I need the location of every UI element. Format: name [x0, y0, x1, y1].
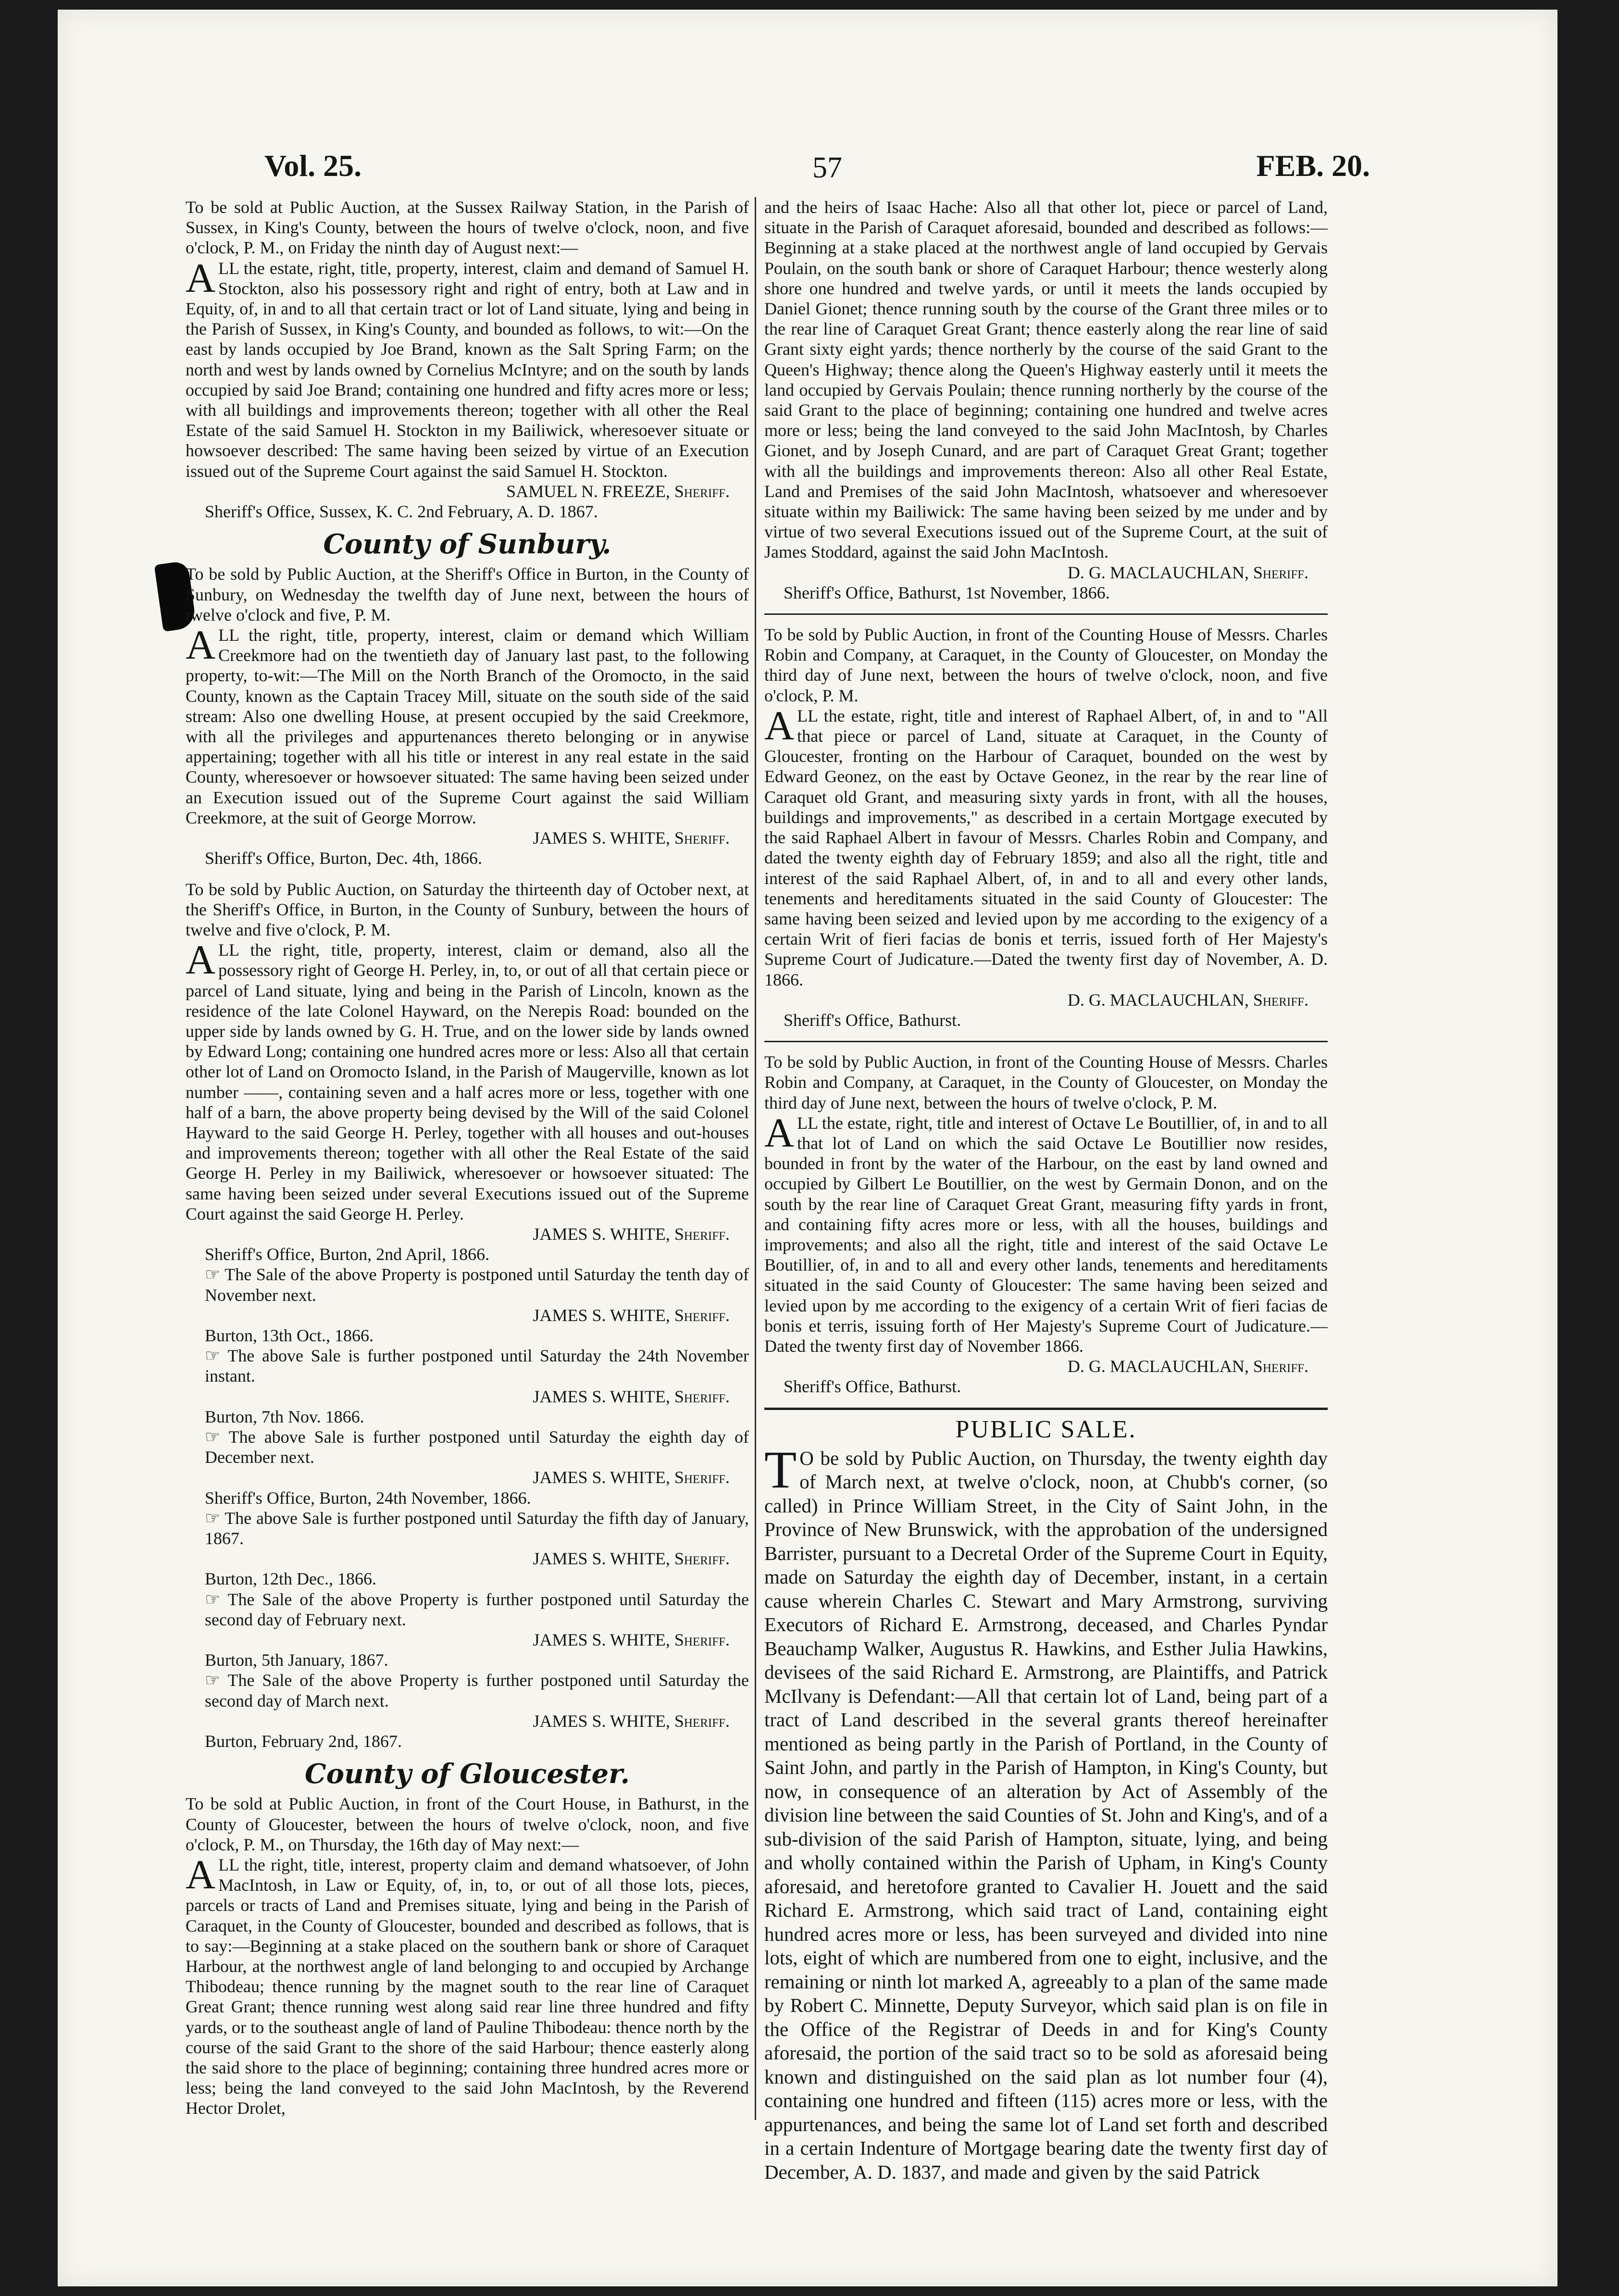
notice-albert: [764, 624, 1328, 1030]
issue-date: FEB. 20.: [1256, 149, 1370, 183]
drop-cap: T: [764, 1440, 797, 1499]
drop-cap: A: [186, 1851, 216, 1898]
postponement-place: Burton, 13th Oct., 1866.: [205, 1325, 374, 1345]
postponement-place: Sheriff's Office, Burton, 24th November, 1866.: [205, 1488, 531, 1508]
sheriff-office: Sheriff's Office, Burton, 2nd April, 1866.: [205, 1245, 490, 1264]
sheriff-signature: D. G. MACLAUCHLAN, Sheriff.: [1067, 990, 1308, 1010]
section-heading-gloucester: County of Gloucester.: [305, 1758, 630, 1790]
postponement-note: ☞ The above Sale is further postponed until Saturday the 24th November instant.: [205, 1346, 749, 1386]
drop-cap: A: [764, 702, 795, 749]
postponement-place: Burton, 7th Nov. 1866.: [205, 1407, 364, 1426]
section-separator: [764, 1408, 1328, 1410]
notice-intro: To be sold by Public Auction, on Saturday the thirteenth day of October next, at the Sheriff's Office, in Burton, in the County of Sunbury, between the hours of twelve and five o'clock, P. M.: [186, 879, 749, 939]
notice-intro: To be sold by Public Auction, in front of the Counting House of Messrs. Charles Robin and Company, at Caraquet, in the County of Gloucester, on Monday the third day of June next, between the hours of twelve o'clock, P. M.: [764, 1052, 1328, 1112]
notice-separator: [764, 1041, 1328, 1042]
drop-cap: A: [764, 1109, 795, 1156]
sheriff-signature: JAMES S. WHITE, Sheriff.: [533, 1549, 730, 1569]
notice-macintosh: [186, 1794, 749, 2118]
public-sale-notice: [764, 1415, 1328, 2184]
drop-cap: A: [186, 254, 216, 301]
notice-intro: To be sold by Public Auction, in front of the Counting House of Messrs. Charles Robin and Company, at Caraquet, in the County of Gloucester, on Monday the third day of June next, between the hours of twelve o'clock, noon, and five o'clock, P. M.: [764, 625, 1328, 705]
postponement-note: ☞ The Sale of the above Property is further postponed until Saturday the second day of February next.: [205, 1589, 749, 1629]
sheriff-office: Sheriff's Office, Bathurst, 1st November, 1866.: [784, 583, 1110, 602]
notice-body: ALL the estate, right, title and interest of Raphael Albert, of, in and to "All that piece or parcel of Land, situate at Caraquet, in the County of Gloucester, fronting on the Harbour of Caraquet, bounded on the west by Edward Geonez, on the east by Octave Geonez, in the rear by the rear line of Caraquet old Grant, and measuring sixty yards in front, with all the houses, buildings and improvements," as described in a certain Mortgage executed by the said Raphael Albert in favour of Messrs. Charles Robin and Company, and dated the twenty eighth day of February 1859; and also all the right, title and interest of the said Raphael Albert, of, in and to all and every other lands, tenements and hereditaments situated in the said County of Gloucester: The same having been seized and levied upon by me according to the exigency of a certain Writ of fieri facias de bonis et terris, issued forth of Her Majesty's Supreme Court of Judicature.—Dated the twenty first day of November, A. D. 1866.: [764, 702, 1328, 989]
sheriff-signature: JAMES S. WHITE, Sheriff.: [533, 828, 730, 848]
sheriff-signature: JAMES S. WHITE, Sheriff.: [533, 1468, 730, 1487]
notice-perley: [186, 879, 749, 1752]
left-column: [186, 197, 749, 2129]
notice-stockton: [186, 197, 749, 522]
sheriff-office: Sheriff's Office, Bathurst.: [784, 1010, 961, 1030]
postponement-note: ☞ The Sale of the above Property is postponed until Saturday the tenth day of November next.: [205, 1265, 749, 1305]
sheriff-signature: JAMES S. WHITE, Sheriff.: [533, 1711, 730, 1731]
postponement-note: ☞ The Sale of the above Property is further postponed until Saturday the second day of March next.: [205, 1671, 749, 1710]
sheriff-signature: JAMES S. WHITE, Sheriff.: [533, 1305, 730, 1325]
notice-creekmore: [186, 564, 749, 868]
page-number: 57: [812, 151, 842, 184]
postponement-place: Burton, February 2nd, 1867.: [205, 1732, 402, 1751]
public-sale-title: PUBLIC SALE.: [955, 1415, 1137, 1443]
notice-body: ALL the right, title, interest, property claim and demand whatsoever, of John MacIntosh, in Law or Equity, of, in, to, or out of all those lots, pieces, parcels or tracts of Land and Premises situate, lying and being in the Parish of Caraquet, in the County of Gloucester, bounded and described as follows, that is to say:—Beginning at a stake placed on the southern bank or shore of Caraquet Harbour, at the northwest angle of land belonging to and occupied by Archange Thibodeau; thence running by the magnet south to the rear line of Caraquet Great Grant; thence running west along said rear line three hundred and fifty yards, or to the southeast angle of land of Pauline Thibodeau: thence north by the course of the said Grant to the shore of the said Harbour; thence easterly along the said shore to the place of beginning; containing three hundred acres more or less; being the land conveyed to the said John MacIntosh, by the Reverend Hector Drolet,: [186, 1851, 749, 2118]
notice-intro: To be sold at Public Auction, at the Sussex Railway Station, in the Parish of Sussex, in King's County, between the hours of twelve o'clock, noon, and five o'clock, P. M., on Friday the ninth day of August next:—: [186, 198, 749, 258]
public-sale-body: T O be sold by Public Auction, on Thursday, the twenty eighth day of March next, at twelve o'clock, noon, at Chubb's corner, (so called) in Prince William Street, in the City of Saint John, in the Province of New Brunswick, with the approbation of the undersigned Barrister, pursuant to a Decretal Order of the Supreme Court in Equity, made on Saturday the eighth day of December, instant, in a certain cause wherein Charles C. Stewart and Mary Armstrong, surviving Executors of Richard E. Armstrong, deceased, and Charles Pyndar Beauchamp Walker, Augustus R. Hawkins, and Esther Julia Hawkins, devisees of the said Richard E. Armstrong, are Plaintiffs, and Patrick McIlvany is Defendant:—All that certain lot of Land, being part of a tract of Land described in the several grants thereof hereinafter mentioned as being partly in the Parish of Portland, in the County of Saint John, and partly in the Parish of Hampton, in King's County, but now, in consequence of an alteration by Act of Assembly of the division line between the said Counties of St. John and King's, and of a sub-division of the said Parish of Hampton, situate, lying, and being and wholly contained within the Parish of Upham, in King's County aforesaid, and heretofore granted to Cavalier H. Jouett and the said Richard E. Armstrong, which said tract of Land, containing eight hundred acres more or less, has been surveyed and divided into nine lots, eight of which are numbered from one to eight, inclusive, and the remaining or ninth lot marked A, agreeably to a plan of the same made by Robert C. Minnette, Deputy Surveyor, which said plan is on file in the Office of the Registrar of Deeds in and for King's County aforesaid, the portion of the said tract so to be sold as aforesaid being known and distinguished on the said plan as lot number four (4), containing one hundred and fifteen (115) acres more or less, with the appurtenances, and being the same lot of Land set forth and described in a certain Indenture of Mortgage bearing date the twenty first day of December, A. D. 1837, and made and given by the said Patrick: [764, 1440, 1328, 2183]
right-column: [764, 197, 1328, 2195]
postponement-note: ☞ The above Sale is further postponed until Saturday the eighth day of December next.: [205, 1427, 749, 1467]
sheriff-signature: D. G. MACLAUCHLAN, Sheriff.: [1067, 562, 1308, 582]
volume-label: Vol. 25.: [264, 149, 362, 183]
sheriff-office: Sheriff's Office, Bathurst.: [784, 1377, 961, 1397]
notice-separator: [764, 613, 1328, 615]
notice-body: ALL the estate, right, title and interest of Octave Le Boutillier, of, in and to all that lot of Land on which the said Octave Le Boutillier now resides, bounded in front by the water of the Harbour, on the east by land owned and occupied by Gilbert Le Boutillier, on the west by Germain Donon, and on the south by the rear line of Caraquet Great Grant, measuring fifty yards in front, and containing fifty acres more or less, with all the houses, buildings and improvements; and also all the right, title and interest of the said Octave Le Boutillier, of, in and to all and every other lands, tenements and hereditaments situated in the said County of Gloucester: The same having been seized and levied upon by me according to the exigency of a certain Writ of fieri facias de bonis et terris, issuing forth of Her Majesty's Supreme Court of Judicature.—Dated the twenty first day of November 1866.: [764, 1109, 1328, 1356]
postponement-place: Burton, 5th January, 1867.: [205, 1650, 388, 1670]
notice-body: ALL the estate, right, title, property, interest, claim and demand of Samuel H. Stockton, also his possessory right and right of entry, both at Law and in Equity, of, in and to all that certain tract or lot of Land situate, lying and being in the Parish of Sussex, in King's County, and bounded as follows, to wit:—On the east by lands occupied by Joe Brand, known as the Salt Spring Farm; on the north and west by lands owned by Cornelius McIntyre; and on the south by lands occupied by said Joe Brand; containing one hundred and fifty acres more or less; with all buildings and improvements thereon; together with all other the Real Estate of the said Samuel H. Stockton in my Bailiwick, wheresoever situate or howsoever described: The same having been seized by virtue of an Execution issued out of the Supreme Court against the said Samuel H. Stockton.: [186, 254, 749, 481]
sheriff-signature: JAMES S. WHITE, Sheriff.: [533, 1224, 730, 1244]
notice-le-boutillier: [764, 1052, 1328, 1397]
notice-macintosh-continued: [764, 197, 1328, 603]
page-header: [202, 139, 1370, 192]
sheriff-signature: JAMES S. WHITE, Sheriff.: [533, 1630, 730, 1650]
sheriff-signature: JAMES S. WHITE, Sheriff.: [533, 1386, 730, 1406]
notice-intro: To be sold by Public Auction, at the Sheriff's Office in Burton, in the County of Sunbury, on Wednesday the twelfth day of June next, between the hours of twelve o'clock and five, P. M.: [186, 564, 749, 624]
notice-body: ALL the right, title, property, interest, claim or demand, also all the possessory right of George H. Perley, in, to, or out of all that certain piece or parcel of Land situate, lying and being in the Parish of Lincoln, known as the residence of the late Colonel Hayward, on the Nerepis Road: bounded on the upper side by lands owned by G. H. True, and on the lower side by lands owned by Edward Long; containing one hundred acres more or less: Also all that certain other lot of Land on Oromocto Island, in the Parish of Maugerville, known as lot number ——, containing seven and a half acres more or less, together with one half of a barn, the above property being devised by the Will of the said Colonel Hayward to the said George H. Perley, together with all houses and out-houses and improvements thereon; together with all other the Real Estate of the said George H. Perley in my Bailiwick, wheresoever or howsoever situated: The same having been seized under several Executions issued out of the Supreme Court against the said George H. Perley.: [186, 936, 749, 1223]
column-divider: [755, 197, 756, 2120]
sheriff-signature: D. G. MACLAUCHLAN, Sheriff.: [1067, 1357, 1308, 1376]
notice-intro: To be sold at Public Auction, in front of the Court House, in Bathurst, in the County of Gloucester, between the hours of twelve o'clock, noon, and five o'clock, P. M., on Thursday, the 16th day of May next:—: [186, 1794, 749, 1854]
drop-cap: A: [186, 936, 216, 983]
postponement-note: ☞ The above Sale is further postponed until Saturday the fifth day of January, 1867.: [205, 1508, 749, 1548]
drop-cap: A: [186, 622, 216, 668]
notice-body: and the heirs of Isaac Hache: Also all that other lot, piece or parcel of Land, situate in the Parish of Caraquet aforesaid, bounded and described as follows:—Beginning at a stake placed at the northwest angle of land occupied by Gervais Poulain, on the south bank or shore of Caraquet Harbour; thence westerly along shore one hundred and twelve yards, or until it meets the lands occupied by Daniel Gionet; thence running south by the course of the Grant three miles or to the rear line of Caraquet Great Grant; thence easterly along the rear line of said Grant sixty eight yards; thence northerly by the course of the said Grant to the Queen's Highway; thence along the Queen's Highway easterly until it meets the land occupied by Gervais Poulain; thence running northerly by the course of the said Grant to the place of beginning; containing one hundred and twelve acres more or less; being the land conveyed to the said John MacIntosh, by Charles Gionet, and by Joseph Cunard, and are part of Caraquet Great Grant; together with all the buildings and improvements thereon: Also all other Real Estate, Land and Premises of the said John MacIntosh, whatsoever and wheresoever situate within my Bailiwick: The same having been seized by me under and by virtue of two several Executions issued out of the Supreme Court, at the suit of James Stoddard, against the said John MacIntosh.: [764, 198, 1328, 562]
sheriff-office: Sheriff's Office, Burton, Dec. 4th, 1866.: [205, 849, 483, 868]
notice-body: ALL the right, title, property, interest, claim or demand which William Creekmore had on the twentieth day of January last past, to the following property, to-wit:—The Mill on the North Branch of the Oromocto, in the said County, known as the Captain Tracey Mill, situate on the south side of the said stream: Also one dwelling House, at present occupied by the said Creekmore, with all the privileges and appurtenances thereto belonging or in anywise appertaining; together with all his title or interest in any real estate in the said County, wheresoever or howsoever situated: The same having been seized under an Execution issued out of the Supreme Court against the said William Creekmore, at the suit of George Morrow.: [186, 622, 749, 827]
section-heading-sunbury: County of Sunbury.: [323, 528, 611, 561]
postponement-place: Burton, 12th Dec., 1866.: [205, 1569, 376, 1589]
sheriff-signature: SAMUEL N. FREEZE, Sheriff.: [506, 481, 730, 501]
sheriff-office: Sheriff's Office, Sussex, K. C. 2nd February, A. D. 1867.: [205, 502, 598, 522]
